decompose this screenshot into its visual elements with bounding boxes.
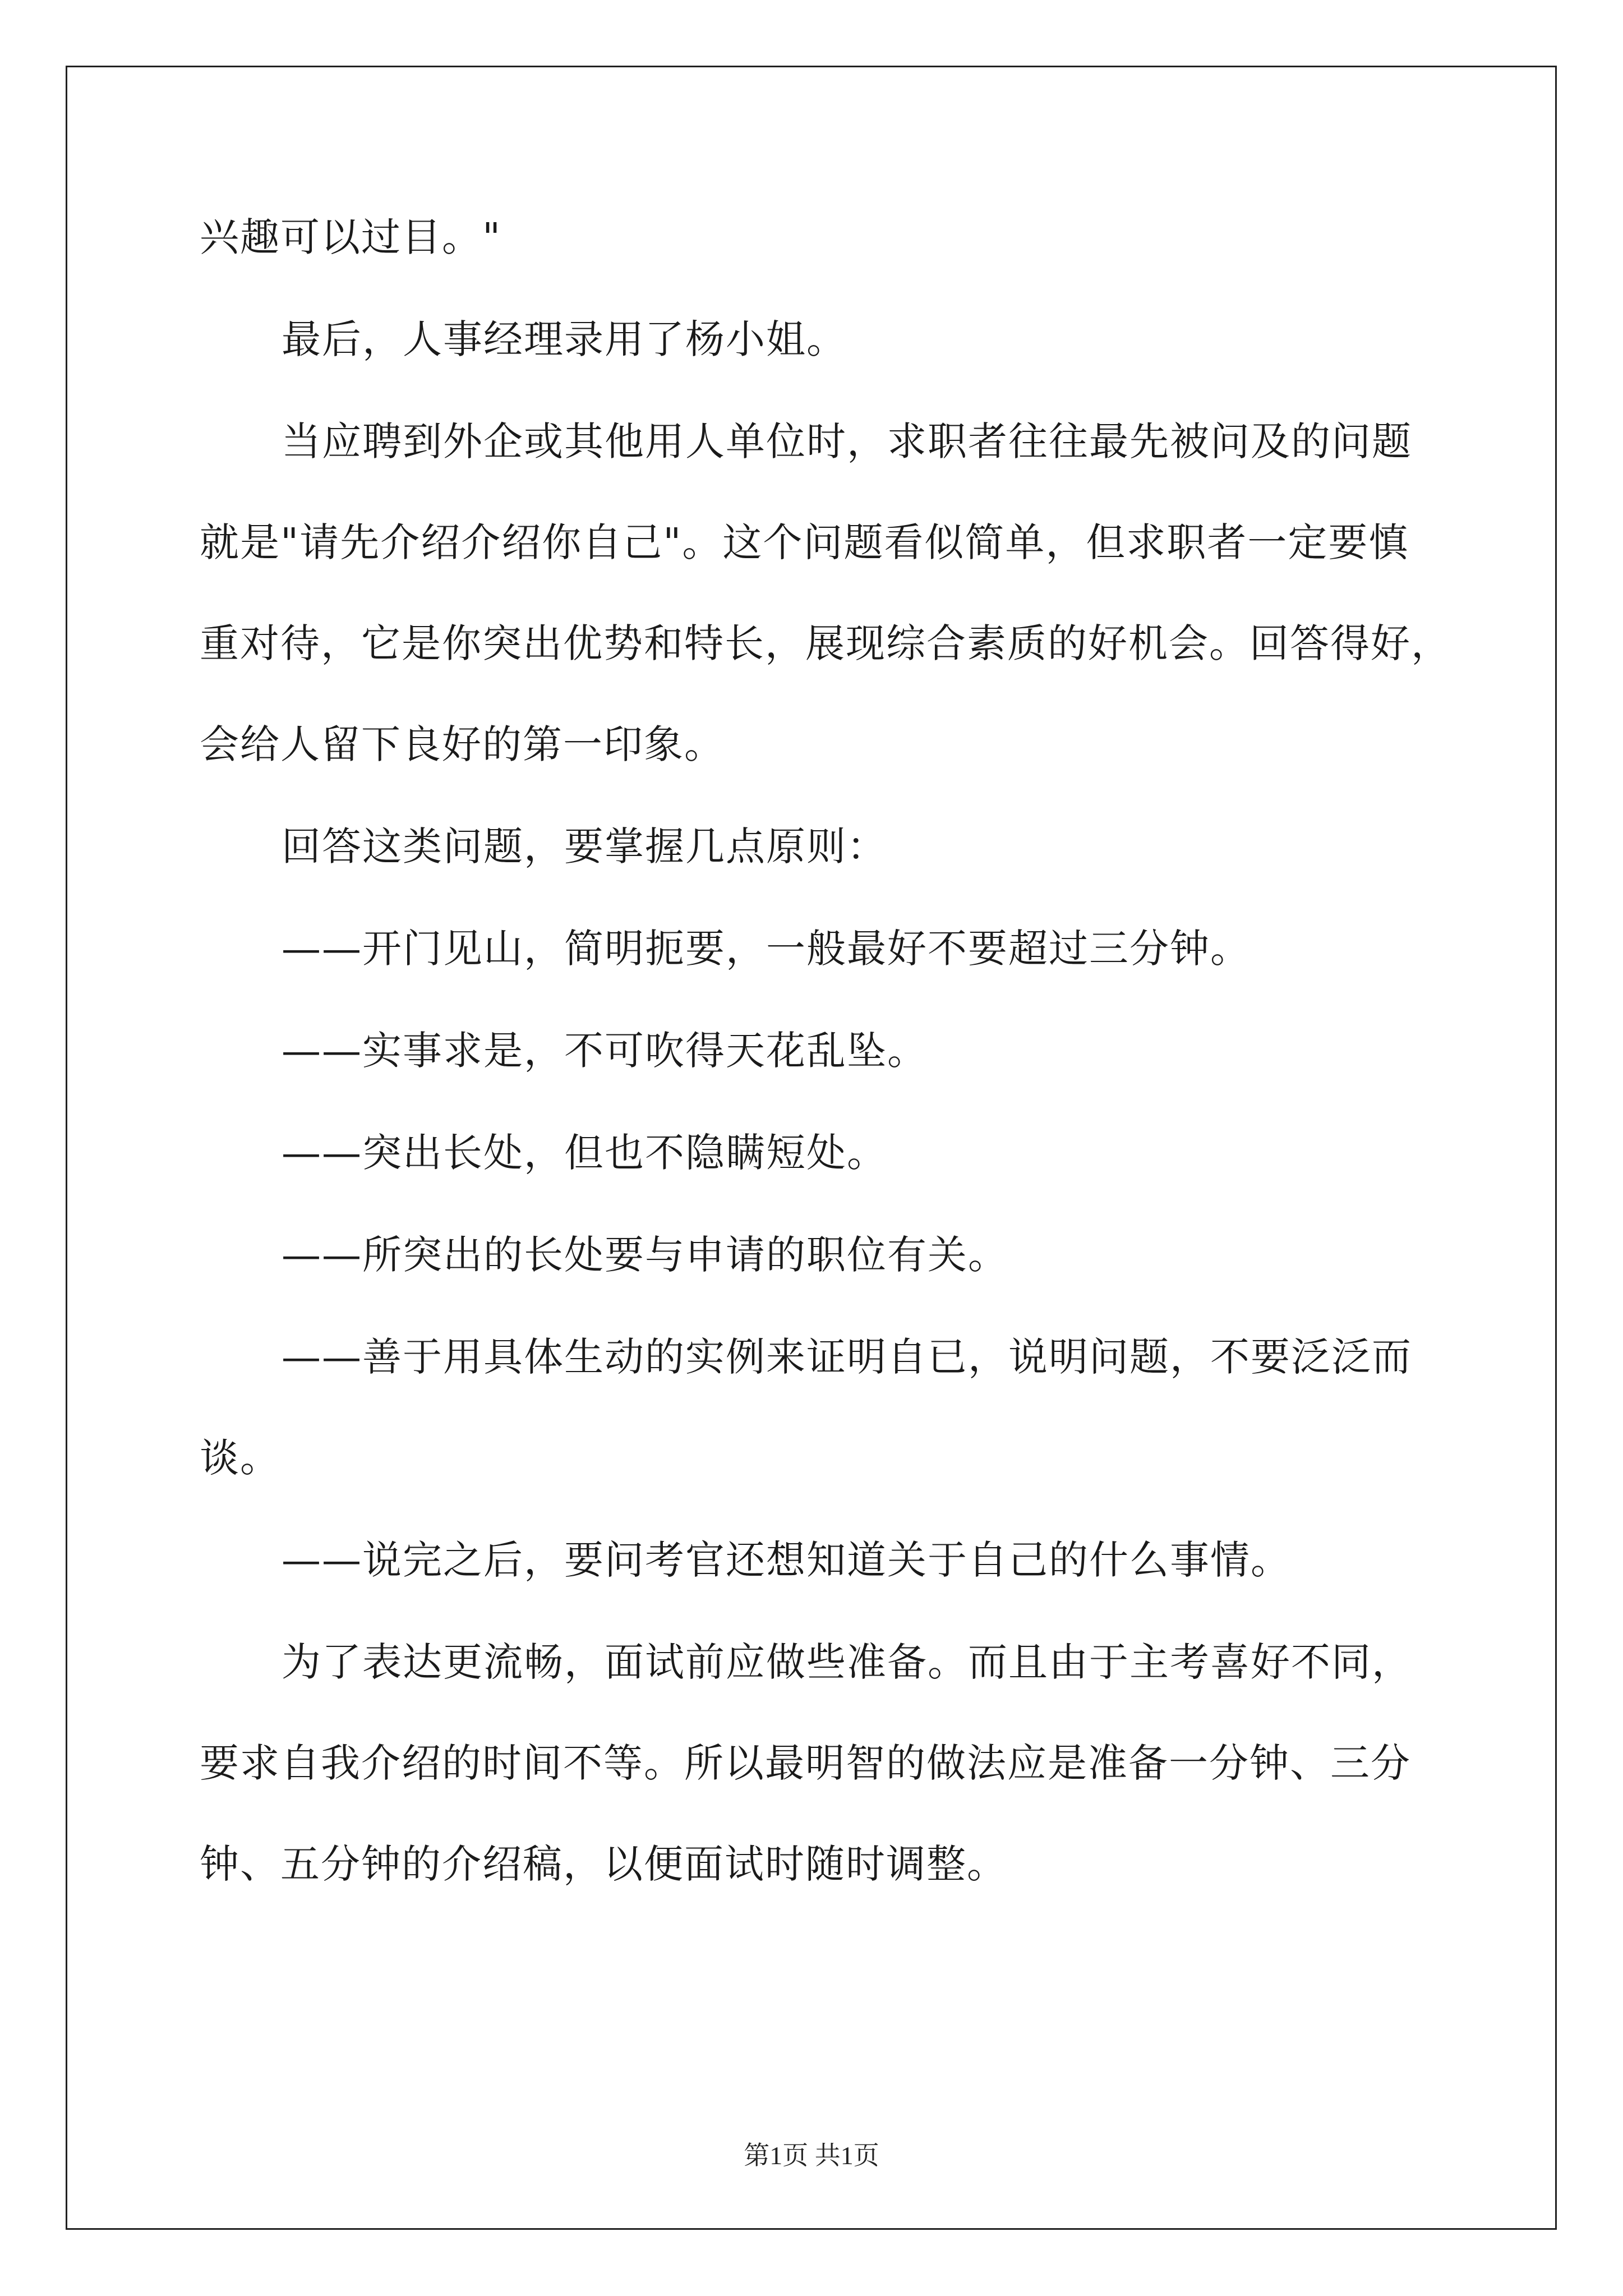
text-line: 谈。 bbox=[200, 1435, 280, 1481]
page-footer: 第1页 共1页 bbox=[744, 2141, 879, 2170]
text-line: 当应聘到外企或其他用人单位时，求职者往往最先被问及的问题 bbox=[282, 418, 1412, 464]
list-item: ——开门见山，简明扼要，一般最好不要超过三分钟。 bbox=[282, 926, 1251, 972]
text-line: 钟、五分钟的介绍稿，以便面试时随时调整。 bbox=[200, 1841, 1007, 1887]
list-item: ——实事求是，不可吹得天花乱坠。 bbox=[282, 1028, 928, 1074]
list-item: ——说完之后，要问考官还想知道关于自己的什么事情。 bbox=[282, 1537, 1291, 1583]
list-item: ——所突出的长处要与申请的职位有关。 bbox=[282, 1232, 1008, 1278]
text-line: 回答这类问题，要掌握几点原则： bbox=[282, 823, 887, 869]
text-line: 为了表达更流畅，面试前应做些准备。而且由于主考喜好不同， bbox=[282, 1639, 1412, 1685]
text-line: 重对待，它是你突出优势和特长，展现综合素质的好机会。回答得好， bbox=[200, 620, 1451, 666]
list-item: ——善于用具体生动的实例来证明自已，说明问题，不要泛泛而 bbox=[282, 1334, 1412, 1380]
text-line: 兴趣可以过目。" bbox=[200, 214, 502, 260]
list-item: ——突出长处，但也不隐瞒短处。 bbox=[282, 1130, 887, 1176]
text-line: 就是"请先介绍介绍你自己"。这个问题看似简单，但求职者一定要慎 bbox=[200, 519, 1409, 565]
text-line: 最后，人事经理录用了杨小姐。 bbox=[282, 316, 847, 362]
text-line: 要求自我介绍的时间不等。所以最明智的做法应是准备一分钟、三分 bbox=[200, 1740, 1411, 1786]
text-line: 会给人留下良好的第一印象。 bbox=[200, 721, 725, 767]
